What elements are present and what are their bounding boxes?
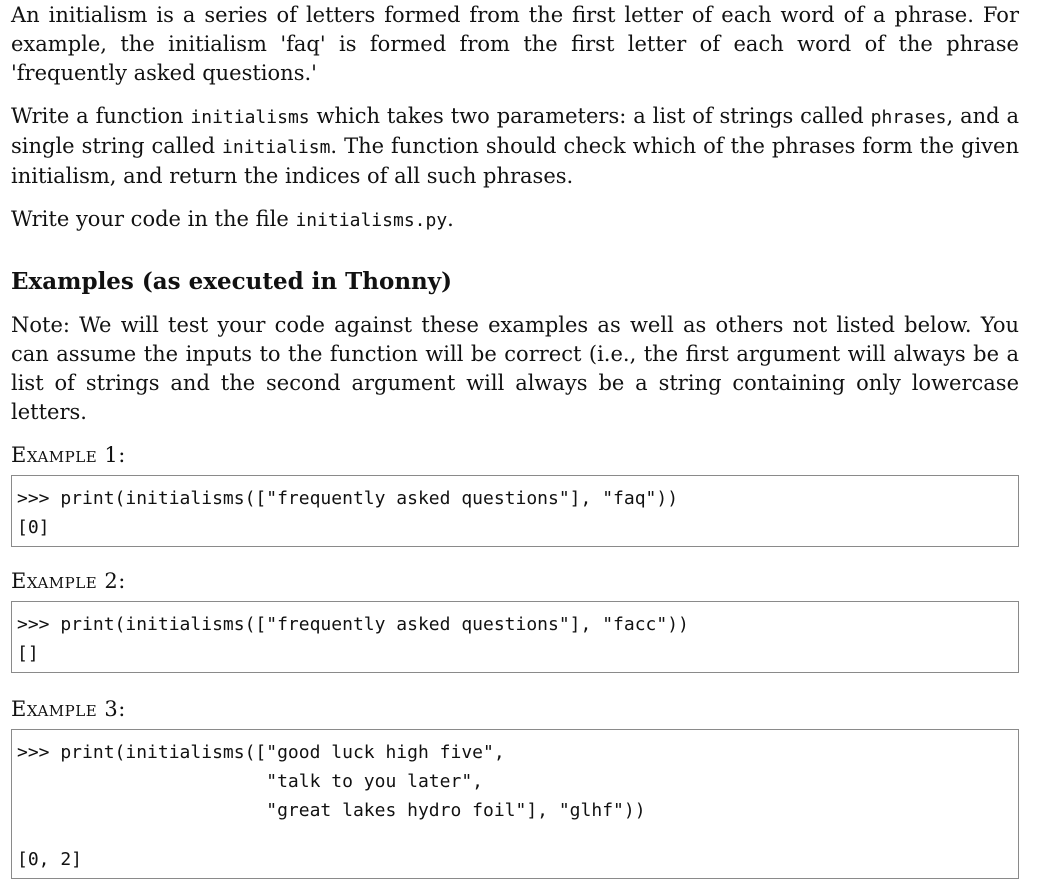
code-line: >>> print(initialisms(["good luck high five", bbox=[17, 742, 505, 763]
code-line: >>> print(initialisms(["frequently asked questions"], "faq")) bbox=[17, 488, 679, 509]
text-segment: which takes two parameters: a list of strings called bbox=[309, 104, 871, 128]
text-segment: Write your code in the file bbox=[11, 207, 296, 231]
code-line-output: [0] bbox=[17, 517, 50, 538]
examples-note: Note: We will test your code against these examples as well as others not listed below. You can assume the inputs to the function will be correct (i.e., the first argument will always be a list of strings and the second argument will always be a string containing only lowercase letters. bbox=[11, 313, 1019, 424]
intro-paragraph-initialism-definition: An initialism is a series of letters formed from the first letter of each word of a phrase. For example, the initialism 'faq' is formed from the first letter of each word of the phrase 'frequently asked questions.' bbox=[11, 3, 1019, 85]
intro-paragraph-file-instruction bbox=[11, 205, 1019, 235]
text-segment: Write a function bbox=[11, 104, 191, 128]
example-1-label: Example 1: bbox=[11, 443, 126, 467]
inline-code-function-name: initialisms bbox=[190, 107, 310, 128]
text-segment: . bbox=[447, 207, 454, 231]
code-line: "great lakes hydro foil"], "glhf")) bbox=[17, 800, 646, 821]
code-line-output: [] bbox=[17, 643, 39, 664]
inline-code-param-initialism: initialism bbox=[222, 137, 331, 158]
code-line: >>> print(initialisms(["frequently asked questions"], "facc")) bbox=[17, 614, 689, 635]
section-heading-examples: Examples (as executed in Thonny) bbox=[11, 268, 453, 295]
example-2-label: Example 2: bbox=[11, 569, 126, 593]
example-1-code-box bbox=[11, 475, 1019, 547]
intro-paragraph-function-description bbox=[11, 102, 1019, 191]
example-3-label: Example 3: bbox=[11, 697, 126, 721]
inline-code-filename: initialisms.py bbox=[295, 210, 448, 231]
example-2-code-box bbox=[11, 601, 1019, 673]
code-blank-line bbox=[17, 825, 1013, 845]
example-3-code-box bbox=[11, 729, 1019, 879]
text-segment: . The function should check which of the phrases form the given initialism, and return the indices of all such phrases. bbox=[11, 134, 1020, 188]
inline-code-param-phrases: phrases bbox=[870, 107, 947, 128]
text-segment: , and a single string called bbox=[11, 104, 1019, 158]
code-line-output: [0, 2] bbox=[17, 849, 83, 870]
code-line: "talk to you later", bbox=[17, 771, 483, 792]
